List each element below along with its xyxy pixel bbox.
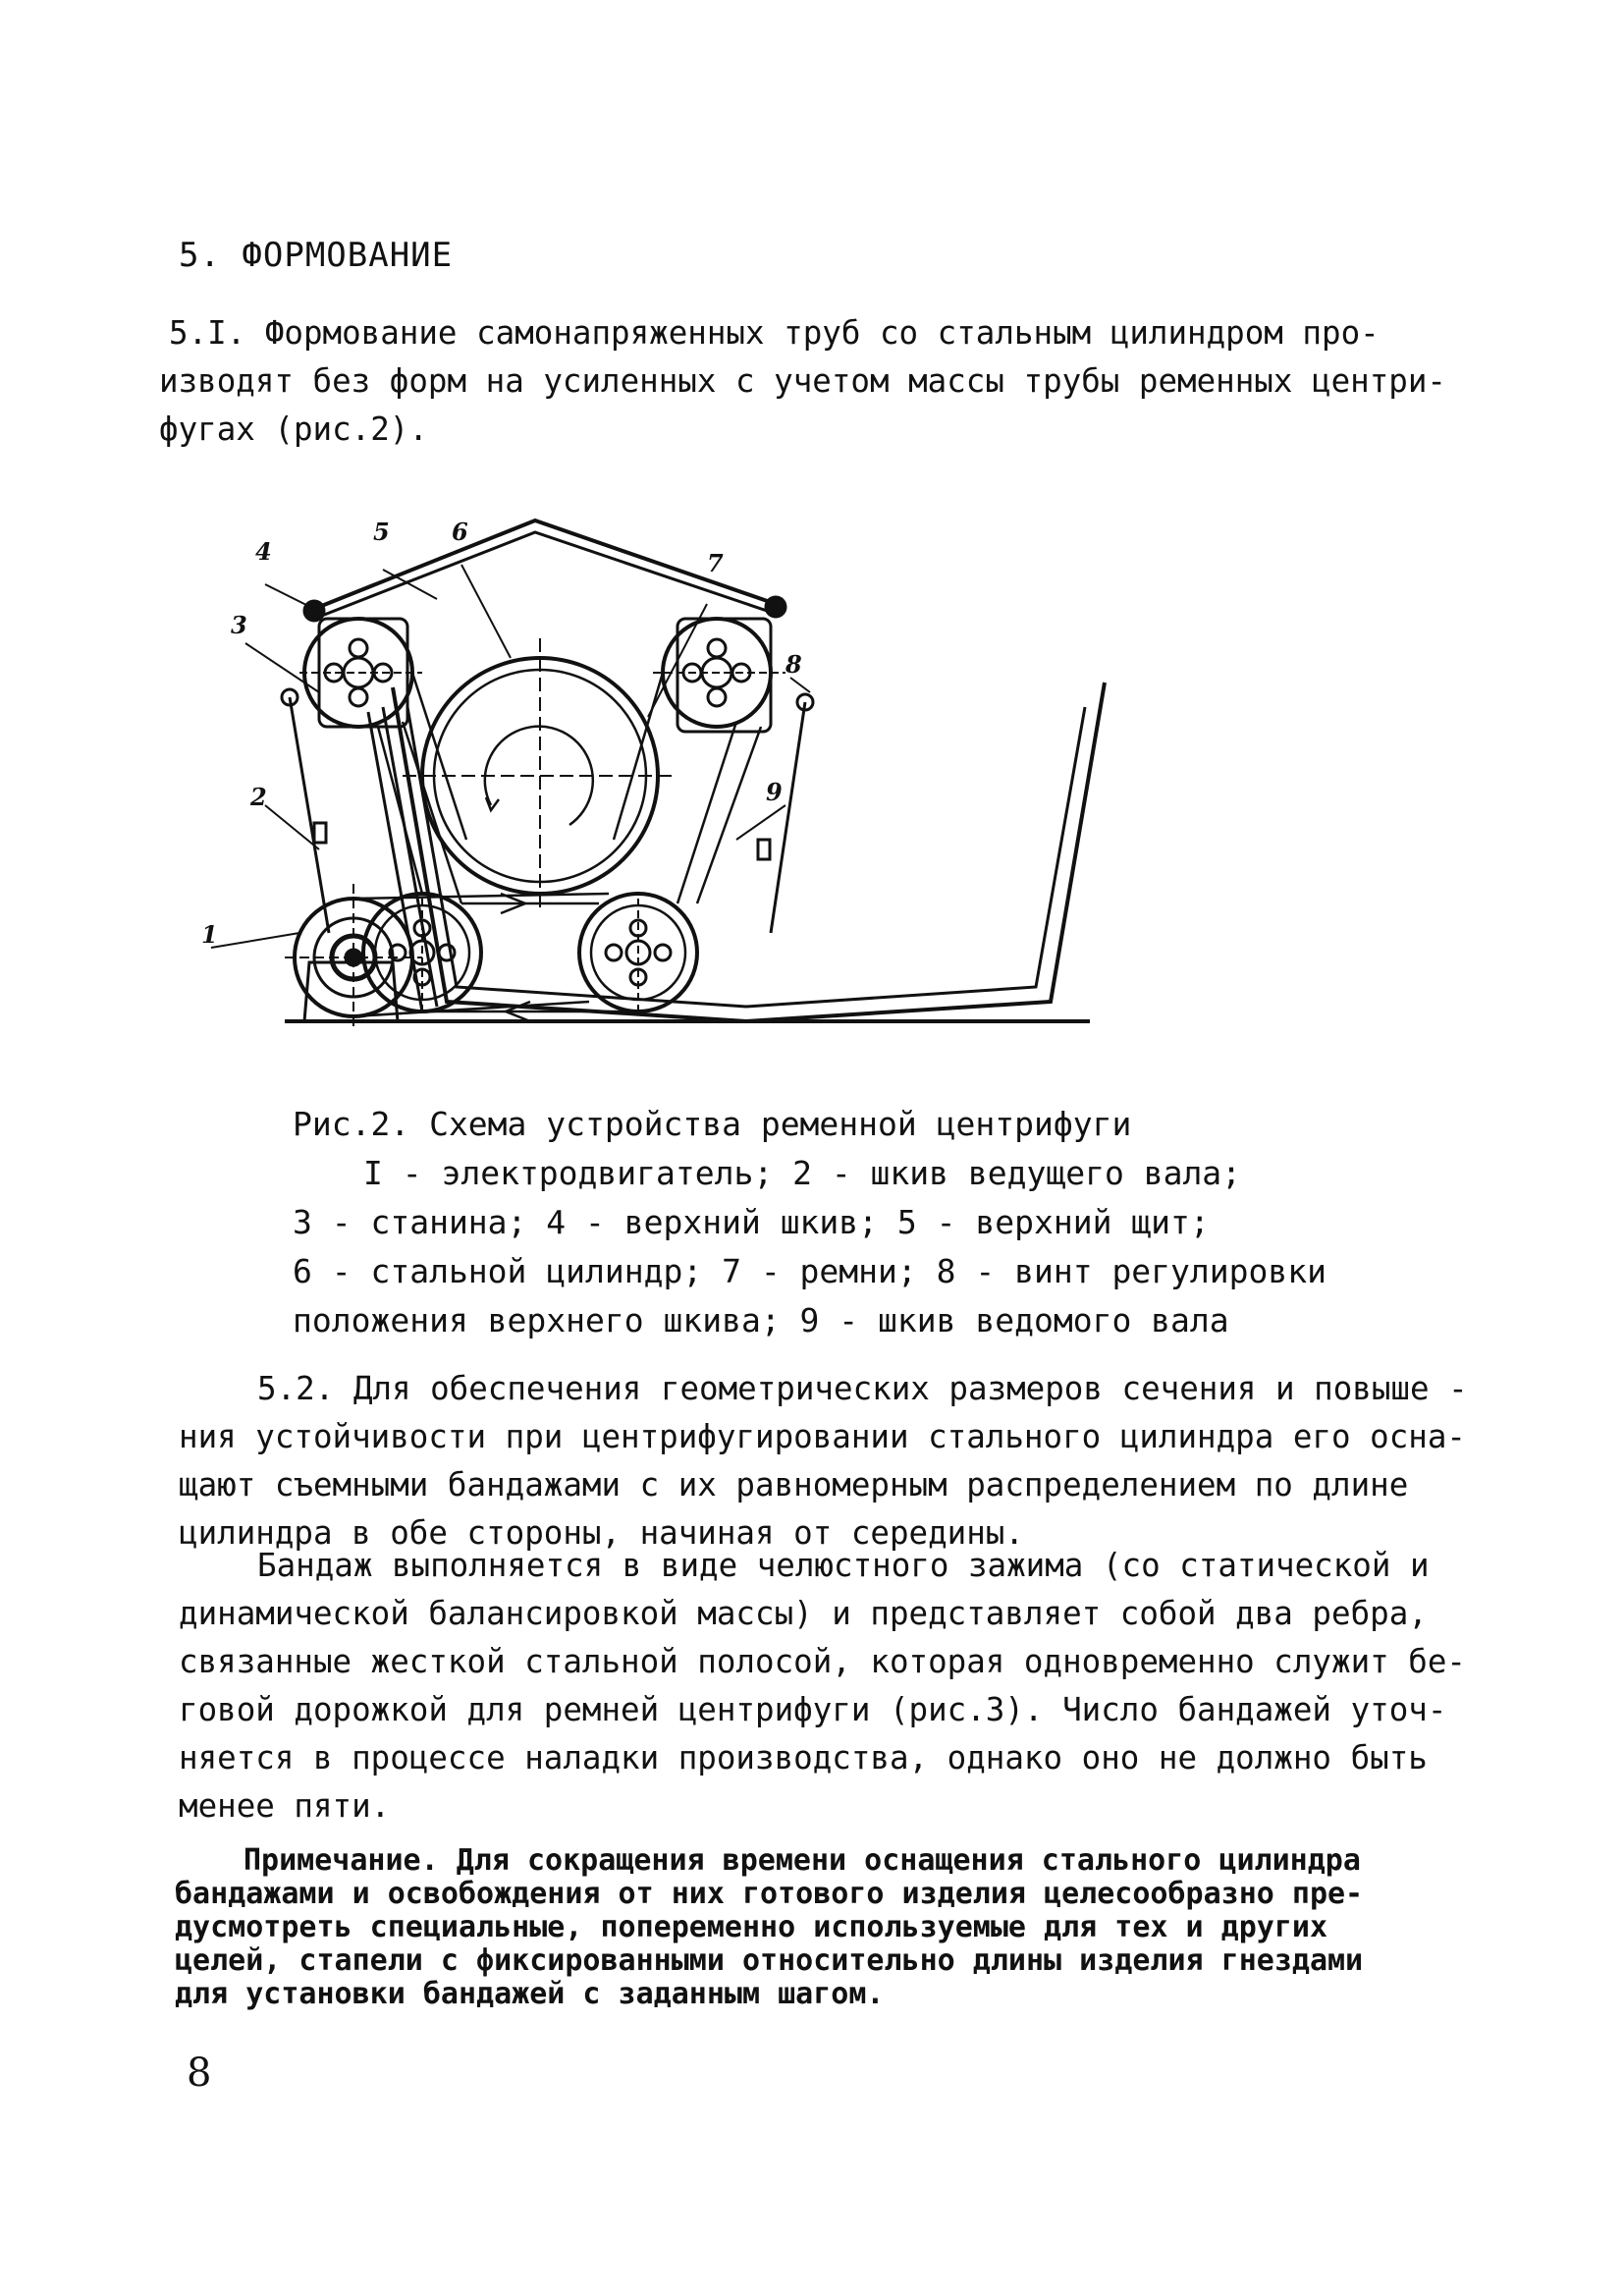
paragraph-line: Бандаж выполняется в виде челюстного зажима (со статической и xyxy=(257,1547,1430,1584)
note-line: бандажами и освобождения от них готового изделия целесообразно пре- xyxy=(175,1877,1364,1911)
paragraph-line: няется в процессе наладки производства, однако оно не должно быть xyxy=(179,1739,1428,1777)
upper-left-pulley-drawing xyxy=(299,619,422,727)
label-7: 7 xyxy=(707,549,724,577)
note-line: для установки бандажей с заданным шагом. xyxy=(175,1977,885,2011)
label-8: 8 xyxy=(785,650,802,679)
paragraph-line: ния устойчивости при центрифугировании стального цилиндра его осна- xyxy=(179,1418,1466,1455)
label-9: 9 xyxy=(766,778,783,806)
label-5: 5 xyxy=(373,518,390,546)
paragraph-bandage xyxy=(179,1542,1466,1831)
paragraph-line: менее пяти. xyxy=(179,1787,391,1825)
lower-right-pulley-drawing xyxy=(579,894,697,1011)
page-number: 8 xyxy=(187,2050,212,2096)
steel-cylinder-drawing xyxy=(403,638,677,913)
note-label: Примечание. xyxy=(244,1843,439,1878)
figure-caption-title: Рис.2. Схема устройства ременной центрифуги xyxy=(293,1105,1132,1143)
paragraph-line: фугах (рис.2). xyxy=(159,410,428,448)
lower-left-pulley-drawing xyxy=(363,894,481,1011)
figure-caption-line: положения верхнего шкива; 9 - шкив ведомого вала xyxy=(293,1301,1229,1339)
label-4: 4 xyxy=(255,537,272,566)
section-heading: 5. ФОРМОВАНИЕ xyxy=(179,236,454,275)
note-line: дусмотреть специальные, попеременно используемые для тех и других xyxy=(175,1910,1327,1944)
centrifuge-diagram xyxy=(201,511,1159,1041)
paragraph-line: изводят без форм на усиленных с учетом массы трубы ременных центри- xyxy=(159,362,1446,400)
paragraph-line: цилиндра в обе стороны, начиная от середины. xyxy=(179,1514,1024,1552)
figure-caption-line: 3 - станина; 4 - верхний шкив; 5 - верхний щит; xyxy=(293,1203,1210,1241)
note-line: Для сокращения времени оснащения стального цилиндра xyxy=(438,1843,1361,1878)
label-3: 3 xyxy=(231,611,247,639)
paragraph-line: динамической балансировкой массы) и представляет собой два ребра, xyxy=(179,1595,1428,1632)
figure-caption-line: I - электродвигатель; 2 - шкив ведущего вала; xyxy=(363,1154,1242,1192)
note-line: целей, стапели с фиксированными относительно длины изделия гнездами xyxy=(175,1943,1364,1978)
paragraph-line: связанные жесткой стальной полосой, которая одновременно служит бе- xyxy=(179,1643,1466,1680)
paragraph-line: говой дорожкой для ремней центрифуги (рис.3). Число бандажей уточ- xyxy=(179,1691,1447,1728)
label-6: 6 xyxy=(452,518,468,546)
paragraph-line: 5.2. Для обеспечения геометрических размеров сечения и повыше - xyxy=(257,1370,1468,1407)
note-block xyxy=(175,1843,1364,2011)
label-1: 1 xyxy=(201,920,218,949)
label-2: 2 xyxy=(250,783,267,811)
paragraph-line: щают съемными бандажами с их равномерным распределением по длине xyxy=(179,1466,1409,1503)
paragraph-line: 5.I. Формование самонапряженных труб со стальным цилиндром про- xyxy=(169,314,1380,352)
paragraph-5-1 xyxy=(159,309,1446,454)
paragraph-5-2 xyxy=(179,1365,1468,1558)
note-first-line xyxy=(244,1844,1363,1878)
figure-caption-line: 6 - стальной цилиндр; 7 - ремни; 8 - винт регулировки xyxy=(293,1252,1326,1290)
upper-right-pulley-drawing xyxy=(653,619,785,732)
